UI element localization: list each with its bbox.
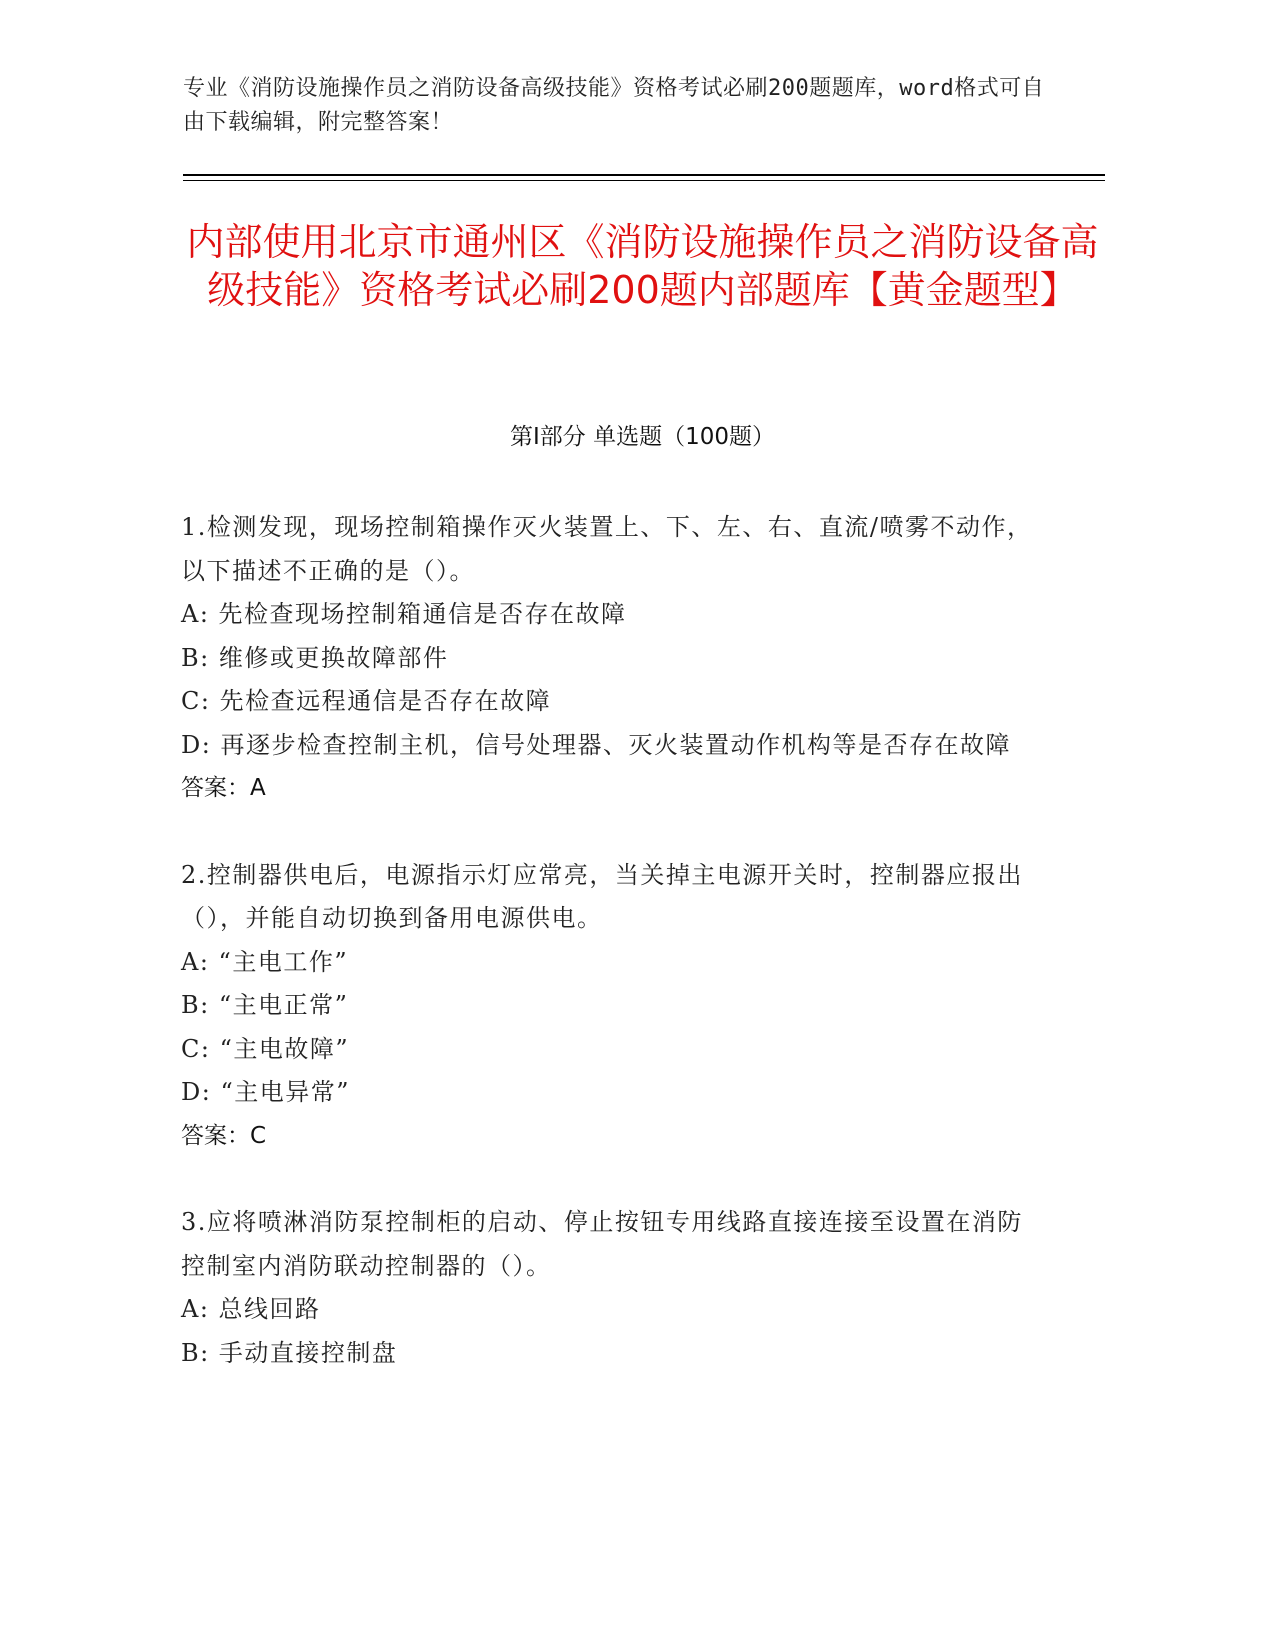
option-d: D: 再逐步检查控制主机，信号处理器、灭火装置动作机构等是否存在故障 [181, 730, 1011, 759]
question-text: 3.应将喷淋消防泵控制柜的启动、停止按钮专用线路直接连接至设置在消防控制室内消防联动控制器的（）。 [181, 1208, 1023, 1280]
header-note: 专业《消防设施操作员之消防设备高级技能》资格考试必刷200题题库，word格式可自由下载编辑，附完整答案！ [183, 76, 1045, 135]
option-b: B: 维修或更换故障部件 [181, 643, 449, 672]
document-title: 内部使用北京市通州区《消防设施操作员之消防设备高级技能》资格考试必刷200题内部题库【黄金题型】 [186, 220, 1099, 312]
option-a: A: 总线回路 [181, 1295, 321, 1323]
answer-line: 答案：A [181, 775, 266, 801]
option-b: B: 手动直接控制盘 [181, 1338, 398, 1367]
option-c: C: 先检查远程通信是否存在故障 [181, 687, 552, 715]
option-c: C: “主电故障” [181, 1034, 350, 1063]
option-a: A: “主电工作” [181, 947, 349, 976]
option-b: B: “主电正常” [181, 991, 349, 1019]
question-1 [181, 506, 1041, 811]
question-3 [181, 1201, 1041, 1375]
option-d: D: “主电异常” [181, 1078, 350, 1106]
question-text: 1.检测发现，现场控制箱操作灭火装置上、下、左、右、直流/喷雾不动作，以下描述不正确的是（）。 [181, 513, 1033, 585]
option-a: A: 先检查现场控制箱通信是否存在故障 [181, 600, 627, 628]
header-divider-thick [183, 174, 1105, 176]
section-heading: 第Ⅰ部分 单选题（100题） [510, 424, 775, 450]
header-divider-thin [183, 180, 1105, 181]
answer-line: 答案：C [181, 1122, 267, 1149]
question-2 [181, 854, 1041, 1159]
question-list [181, 506, 1041, 1418]
question-text: 2.控制器供电后，电源指示灯应常亮，当关掉主电源开关时，控制器应报出（），并能自动切换到备用电源供电。 [181, 860, 1023, 932]
